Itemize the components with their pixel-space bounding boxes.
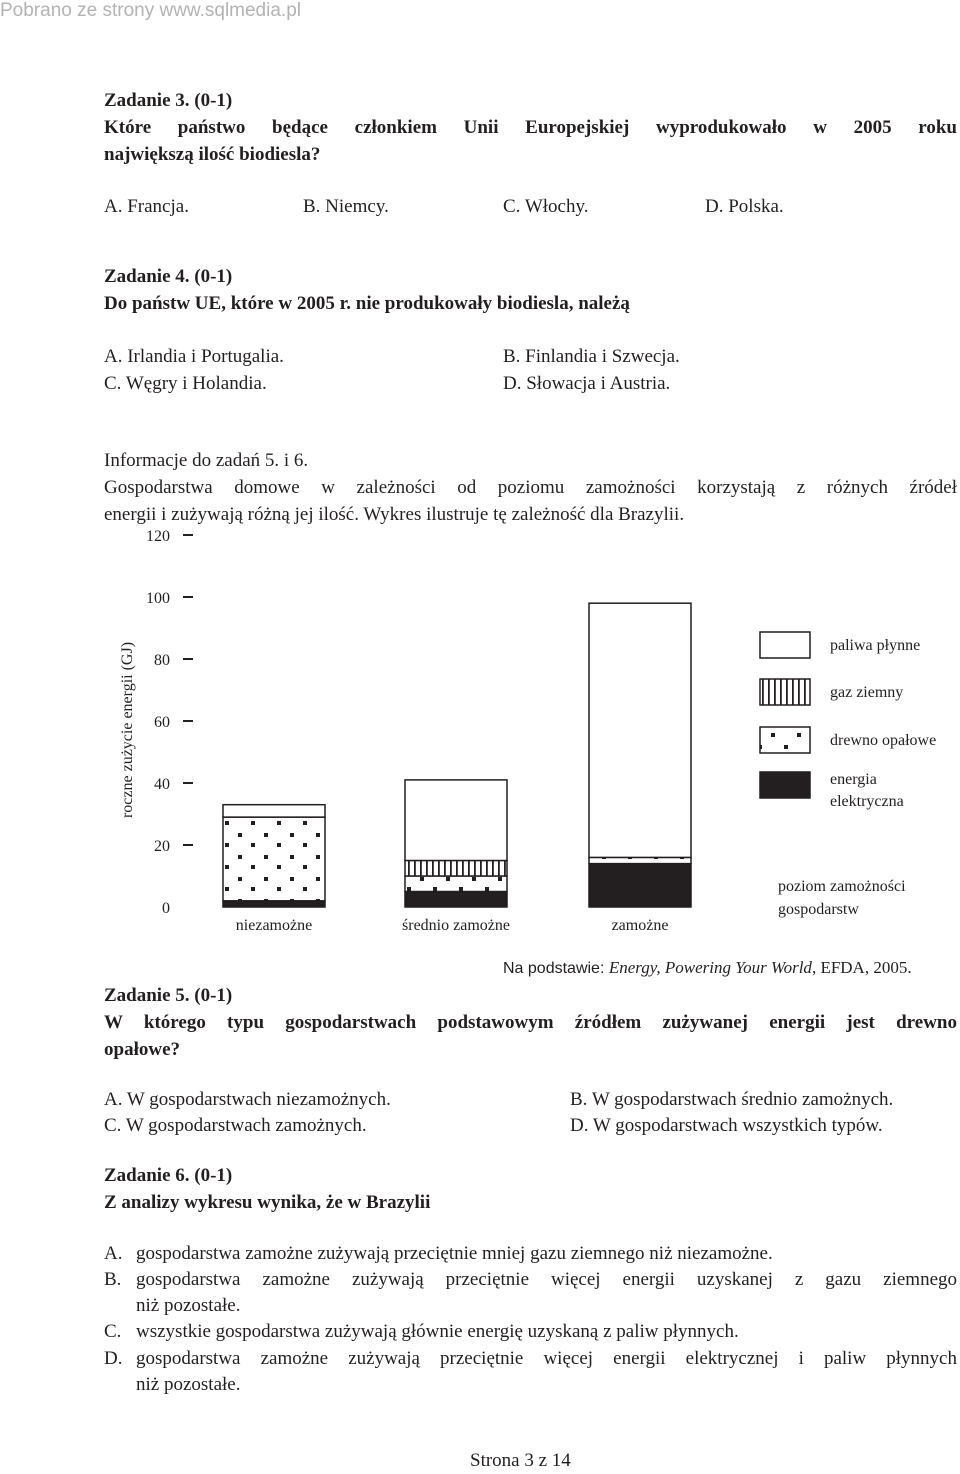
bar-segment-2-1: [405, 892, 507, 908]
task6-title: Zadanie 6. (0-1): [104, 1165, 233, 1186]
legend-swatch-4: [760, 772, 810, 798]
task6-option-b-letter: B.: [104, 1269, 122, 1290]
task4-option-c: C. Węgry i Holandia.: [104, 373, 267, 394]
legend-label-4-1: energia: [830, 771, 877, 788]
bar-segment-3-2: [589, 857, 691, 863]
task3-option-b: B. Niemcy.: [303, 196, 389, 217]
source-title: Energy, Powering Your World: [608, 958, 812, 977]
y-tick-label-80: 80: [154, 652, 170, 669]
y-tick-label-40: 40: [154, 776, 170, 793]
info-line2: energii i zużywają różną jej ilość. Wykres ilustruje tę zależność dla Brazylii.: [104, 504, 685, 525]
task6-option-d-text-line2: niż pozostałe.: [136, 1374, 241, 1395]
task5-option-c: C. W gospodarstwach zamożnych.: [104, 1115, 367, 1136]
x-axis-label-line-2: gospodarstw: [778, 901, 859, 918]
task3-option-d: D. Polska.: [705, 196, 784, 217]
task6-option-b-text-line1: gospodarstwa zamożne zużywają przeciętnie więcej energii uzyskanej z gazu ziemnego: [136, 1269, 957, 1290]
legend-swatch-2: [760, 679, 810, 705]
bar-segment-2-2: [405, 876, 507, 892]
bar-segment-3-1: [589, 864, 691, 907]
task6-option-b-text-line2: niż pozostałe.: [136, 1295, 241, 1316]
task6-option-d-text-line1: gospodarstwa zamożne zużywają przeciętnie więcej energii elektrycznej i paliw płynnych: [136, 1348, 957, 1369]
info-line1: Gospodarstwa domowe w zależności od poziomu zamożności korzystają z różnych źródeł: [104, 477, 957, 498]
task6-option-d-letter: D.: [104, 1348, 123, 1369]
task5-option-b: B. W gospodarstwach średnio zamożnych.: [570, 1089, 894, 1110]
y-tick-label-60: 60: [154, 714, 170, 731]
y-tick-label-20: 20: [154, 838, 170, 855]
legend-label-2-1: gaz ziemny: [830, 684, 904, 701]
task3-question-line2: największą ilość biodiesla?: [104, 144, 321, 165]
task6-option-c-text: wszystkie gospodarstwa zużywają głównie energię uzyskaną z paliw płynnych.: [136, 1321, 739, 1342]
x-category-label-1: niezamożne: [235, 917, 313, 934]
task6-option-c-letter: C.: [104, 1321, 122, 1342]
task5-title: Zadanie 5. (0-1): [104, 985, 233, 1006]
y-tick-label-0: 0: [162, 900, 170, 917]
legend-label-3-1: drewno opałowe: [830, 732, 937, 749]
x-category-label-2: średnio zamożne: [402, 917, 510, 934]
task5-option-d: D. W gospodarstwach wszystkich typów.: [570, 1115, 883, 1136]
chart-source: [503, 958, 912, 978]
legend-swatch-3: [760, 727, 810, 753]
bar-segment-1-4: [223, 805, 325, 817]
y-tick-label-100: 100: [146, 590, 170, 607]
task3-option-c: C. Włochy.: [503, 196, 589, 217]
bar-segment-3-4: [589, 603, 691, 857]
task4-option-b: B. Finlandia i Szwecja.: [503, 346, 680, 367]
y-tick-label-120: 120: [146, 528, 170, 545]
task5-question-line1: W którego typu gospodarstwach podstawowym źródłem zużywanej energii jest drewno: [104, 1012, 957, 1033]
legend-label-1-1: paliwa płynne: [830, 637, 921, 654]
energy-chart: [0, 522, 960, 962]
task5-option-a: A. W gospodarstwach niezamożnych.: [104, 1089, 391, 1110]
source-suffix: , EFDA, 2005.: [811, 958, 912, 977]
legend-label-4-2: elektryczna: [830, 793, 904, 810]
x-category-label-3: zamożne: [611, 917, 669, 934]
bar-segment-2-4: [405, 780, 507, 861]
source-prefix: Na podstawie:: [503, 960, 609, 977]
task4-question: Do państw UE, które w 2005 r. nie produkowały biodiesla, należą: [104, 293, 630, 314]
info-heading: Informacje do zadań 5. i 6.: [104, 450, 309, 471]
bar-segment-1-1: [223, 901, 325, 907]
x-axis-label-line-1: poziom zamożności: [778, 878, 906, 895]
y-axis-label: roczne zużycie energii (GJ): [119, 641, 136, 819]
task3-title: Zadanie 3. (0-1): [104, 90, 233, 111]
task4-option-a: A. Irlandia i Portugalia.: [104, 346, 284, 367]
legend-swatch-1: [760, 632, 810, 658]
task5-question-line2: opałowe?: [104, 1039, 180, 1060]
watermark: Pobrano ze strony www.sqlmedia.pl: [0, 0, 301, 21]
bar-segment-2-3: [405, 861, 507, 877]
bar-segment-1-2: [223, 817, 325, 901]
task6-option-a-text: gospodarstwa zamożne zużywają przeciętnie mniej gazu ziemnego niż niezamożne.: [136, 1243, 773, 1264]
task3-option-a: A. Francja.: [104, 196, 189, 217]
task6-question: Z analizy wykresu wynika, że w Brazylii: [104, 1192, 431, 1213]
task4-title: Zadanie 4. (0-1): [104, 266, 233, 287]
task6-option-a-letter: A.: [104, 1243, 123, 1264]
page-number: Strona 3 z 14: [470, 1450, 571, 1471]
task3-question-line1: Które państwo będące członkiem Unii Europejskiej wyprodukowało w 2005 roku: [104, 117, 957, 138]
task4-option-d: D. Słowacja i Austria.: [503, 373, 671, 394]
